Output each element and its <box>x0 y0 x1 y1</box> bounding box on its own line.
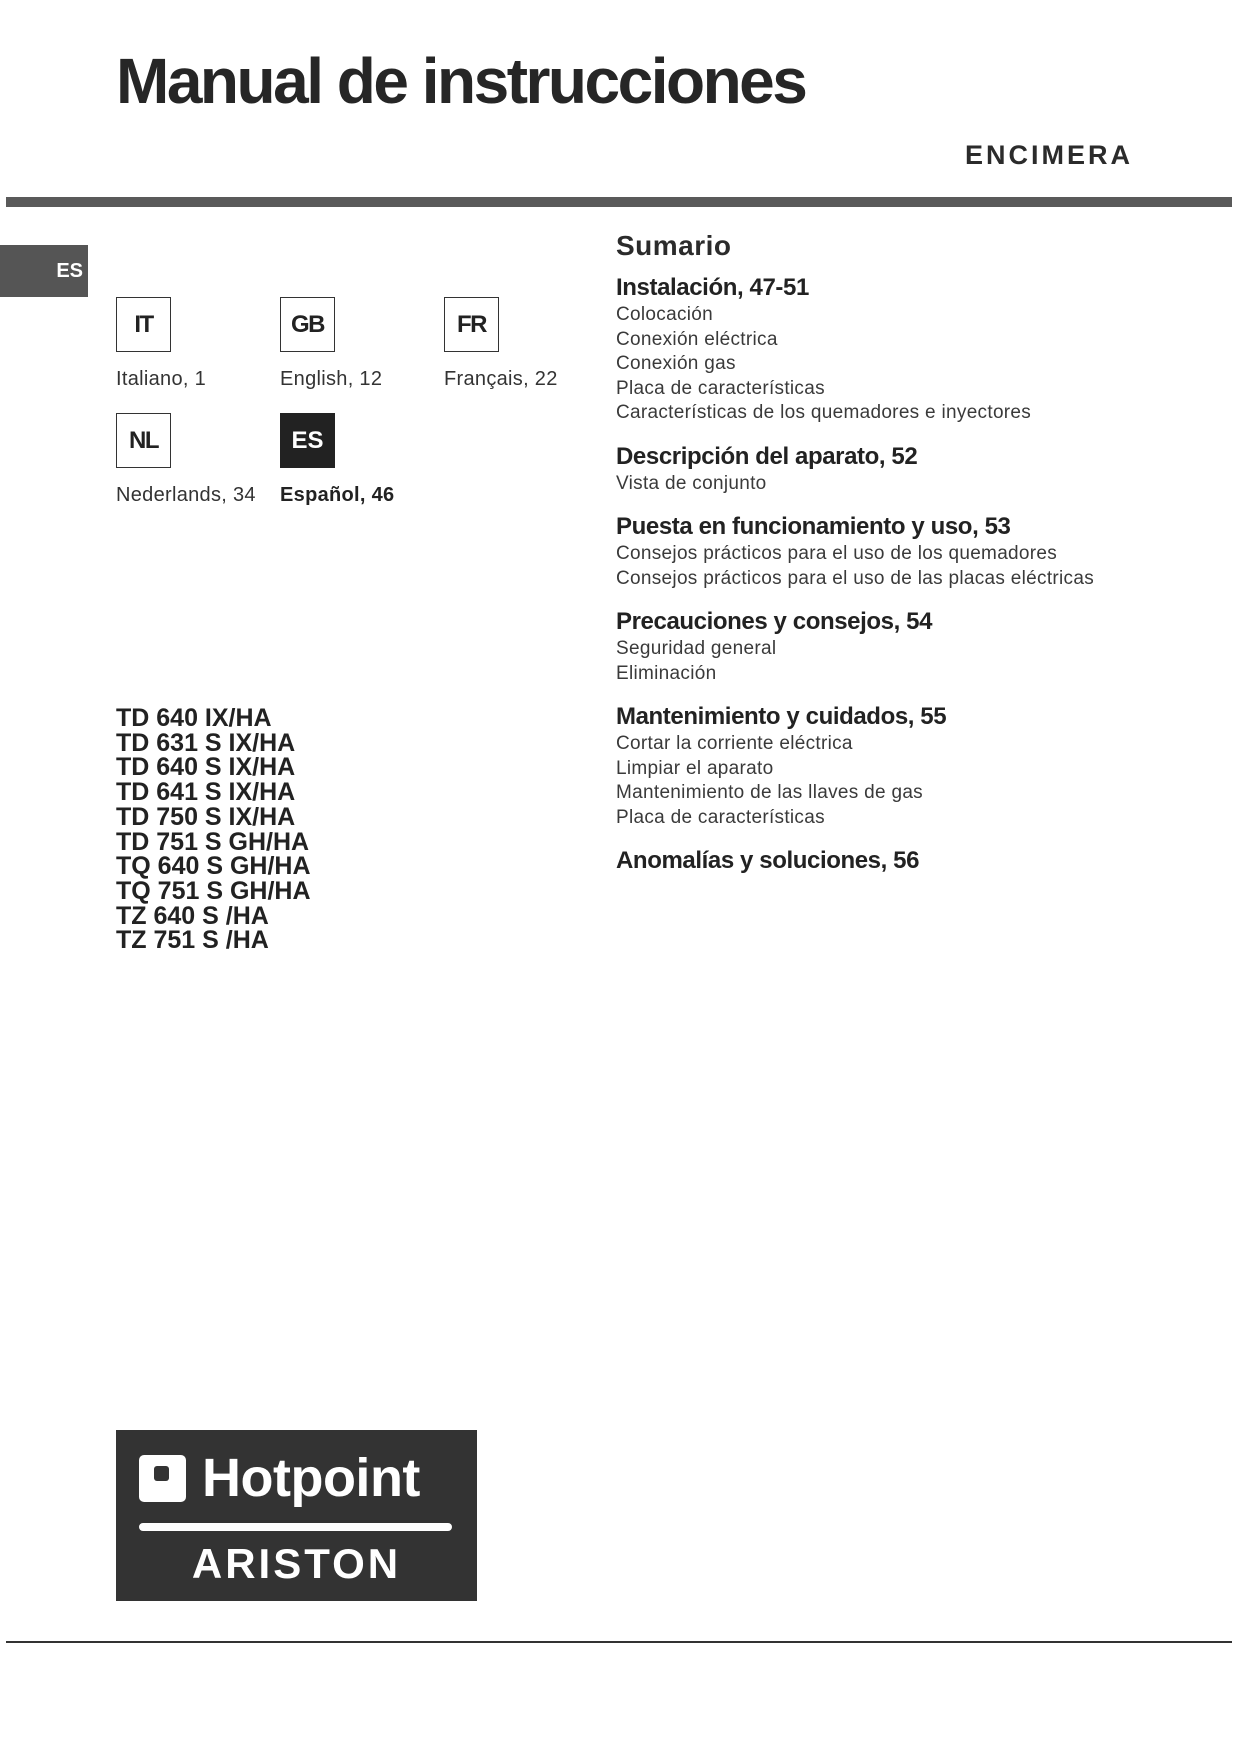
language-side-tab <box>0 245 88 297</box>
bottom-divider <box>6 1641 1232 1643</box>
toc-item[interactable]: Seguridad general <box>616 638 777 659</box>
language-code: IT <box>134 310 153 338</box>
toc-section-instalacion <box>616 274 1216 426</box>
model-item: TD 640 S IX/HA <box>116 753 296 782</box>
language-label-nl[interactable]: Nederlands, 34 <box>116 484 256 506</box>
language-code: FR <box>457 310 486 338</box>
toc-item[interactable]: Placa de características <box>616 377 825 399</box>
language-box-nl[interactable] <box>116 413 171 468</box>
toc-item[interactable]: Consejos prácticos para el uso de las placas eléctricas <box>616 567 1095 589</box>
toc-item[interactable]: Mantenimiento de las llaves de gas <box>616 782 923 803</box>
toc-item[interactable]: Consejos prácticos para el uso de los quemadores <box>616 543 1058 564</box>
toc-section-puesta-en-funcionamiento <box>616 513 1216 591</box>
brand-divider <box>139 1523 452 1531</box>
language-label-gb[interactable]: English, 12 <box>280 368 383 390</box>
toc-section-anomalias <box>616 847 1216 875</box>
toc-heading[interactable]: Mantenimiento y cuidados, 55 <box>616 703 947 730</box>
model-item: TD 750 S IX/HA <box>116 802 296 831</box>
toc-item[interactable]: Colocación <box>616 304 713 325</box>
language-code: NL <box>129 426 158 454</box>
brand-name: Hotpoint <box>202 1448 420 1508</box>
model-item: TQ 751 S GH/HA <box>116 876 311 905</box>
brand-logo <box>116 1430 477 1601</box>
toc-section-precauciones <box>616 608 1216 686</box>
model-item: TZ 640 S /HA <box>116 901 269 930</box>
toc-item[interactable]: Cortar la corriente eléctrica <box>616 733 853 754</box>
top-divider <box>6 197 1232 207</box>
toc-item[interactable]: Eliminación <box>616 662 717 684</box>
toc-item[interactable]: Limpiar el aparato <box>616 757 774 779</box>
brand-square-icon <box>139 1455 186 1502</box>
brand-subname: ARISTON <box>191 1540 402 1587</box>
language-box-fr[interactable] <box>444 297 499 352</box>
page-title: Manual de instrucciones <box>116 45 806 117</box>
model-item: TD 640 IX/HA <box>116 704 272 732</box>
toc-heading[interactable]: Precauciones y consejos, 54 <box>616 608 933 635</box>
table-of-contents <box>616 230 1216 892</box>
language-label-es[interactable]: Español, 46 <box>280 484 395 506</box>
toc-item[interactable]: Conexión gas <box>616 353 736 374</box>
toc-heading[interactable]: Puesta en funcionamiento y uso, 53 <box>616 513 1011 540</box>
toc-section-mantenimiento <box>616 703 1216 830</box>
toc-section-descripcion <box>616 443 1216 497</box>
toc-item[interactable]: Placa de características <box>616 806 825 828</box>
language-label-fr[interactable]: Français, 22 <box>444 368 558 390</box>
language-label-it[interactable]: Italiano, 1 <box>116 368 207 390</box>
toc-heading[interactable]: Anomalías y soluciones, 56 <box>616 847 920 874</box>
model-list <box>116 706 311 953</box>
language-box-es[interactable] <box>280 413 335 468</box>
language-side-tab-label: ES <box>56 259 83 282</box>
language-box-it[interactable] <box>116 297 171 352</box>
toc-item[interactable]: Vista de conjunto <box>616 472 767 494</box>
product-type: ENCIMERA <box>964 140 1133 170</box>
model-item: TQ 640 S GH/HA <box>116 852 311 881</box>
model-item: TD 751 S GH/HA <box>116 827 310 856</box>
toc-title: Sumario <box>616 230 732 261</box>
toc-heading[interactable]: Instalación, 47-51 <box>616 274 809 301</box>
language-code: GB <box>291 310 324 338</box>
language-box-gb[interactable] <box>280 297 335 352</box>
toc-item[interactable]: Conexión eléctrica <box>616 328 778 350</box>
model-item: TZ 751 S /HA <box>116 926 269 955</box>
toc-item[interactable]: Características de los quemadores e inyectores <box>616 402 1032 423</box>
language-code: ES <box>291 426 324 454</box>
toc-heading[interactable]: Descripción del aparato, 52 <box>616 442 918 470</box>
model-item: TD 631 S IX/HA <box>116 728 296 757</box>
model-item: TD 641 S IX/HA <box>116 778 296 807</box>
